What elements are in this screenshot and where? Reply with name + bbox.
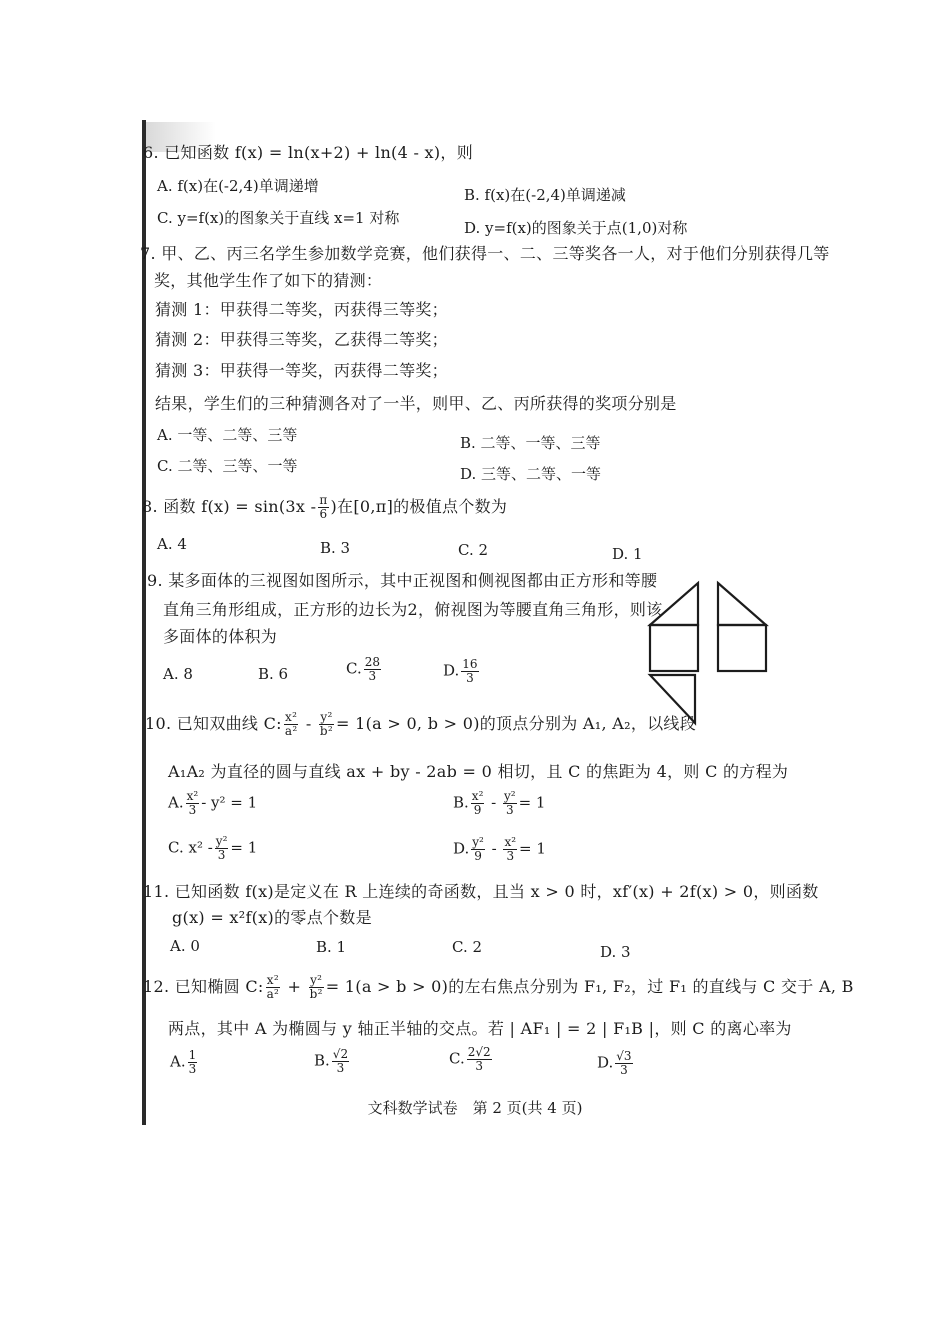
q6-stem: 6. 已知函数 f(x) = ln(x+2) + ln(4 - x)，则 [143, 143, 474, 162]
q9-option-c [346, 656, 383, 683]
q10-option-d-fraction-1 [471, 836, 485, 863]
q10-option-b-denominator-2: 3 [505, 803, 514, 817]
q10-option-b-denominator-1: 9 [473, 803, 482, 817]
q12-stem-line1: 12. 已知椭圆 C: $\frac{\text{x²}}{\text{a²}}$ + $\frac{\text{y²}}{\text{b²}}$ = 1(a > b > 0)的左右焦点分别为 F₁, F₂，过 F₁ 的直线与 C 交于 A, B [143, 973, 854, 1001]
q8-stem-suffix: )在[0,π]的极值点个数为 [330, 497, 508, 516]
q10-option-c-fraction [215, 835, 229, 862]
q8-option-b: B. 3 [320, 539, 351, 557]
q10-option-d: D. $\frac{\text{y²}}{9}$ - $\frac{\text{x²}}{3}$ = 1 [453, 835, 546, 863]
page-footer: 文科数学试卷 第 2 页(共 4 页) [367, 1099, 583, 1117]
q12-option-c-label: C. [449, 1049, 465, 1068]
q11-option-d: D. 3 [600, 943, 631, 961]
side-view-triangle [718, 583, 766, 625]
q10-option-d-numerator-2: x² [504, 835, 517, 849]
q12-option-d-fraction [615, 1050, 632, 1077]
q10-fraction-1 [284, 711, 299, 738]
q10-stem-line2: A₁A₂ 为直径的圆与直线 ax + by - 2ab = 0 相切，且 C 的焦距为 4，则 C 的方程为 [168, 762, 789, 781]
q7-option-a: A. 一等、二等、三等 [157, 426, 298, 444]
q9-option-c-denominator: 3 [368, 669, 377, 683]
q10-option-b-fraction-1 [471, 790, 485, 817]
q10-option-d-label: D. [453, 839, 470, 858]
q11-option-a: A. 0 [170, 937, 200, 955]
q9-option-b: B. 6 [258, 665, 289, 683]
q9-option-d-label: D. [443, 661, 460, 680]
q10-option-d-numerator-1: y² [472, 835, 484, 849]
q10-option-b-numerator-1: x² [471, 789, 484, 803]
q10-option-c [168, 835, 257, 862]
side-view-square [718, 625, 766, 671]
q12-fraction-1-numerator: x² [266, 973, 279, 987]
q10-option-a-numerator: x² [186, 789, 199, 803]
q9-option-d-denominator: 3 [466, 671, 474, 685]
q12-fraction-2-denominator: b² [309, 987, 323, 1001]
q9-option-c-fraction [364, 656, 381, 683]
q12-option-c [449, 1046, 494, 1073]
q9-option-a: A. 8 [163, 665, 193, 683]
q7-option-b: B. 二等、一等、三等 [460, 434, 601, 452]
q12-option-a-numerator: 1 [188, 1048, 197, 1062]
q10-option-a-label: A. [168, 793, 184, 812]
q10-option-d-denominator-2: 3 [506, 849, 515, 863]
q12-option-a-denominator: 3 [188, 1062, 197, 1076]
q10-fraction-1-numerator: x² [285, 710, 298, 724]
q10-fraction-2-denominator: b² [319, 724, 334, 738]
q10-stem-line1: 10. 已知双曲线 C: $\frac{\text{x²}}{\text{a²}}$ - $\frac{\text{y²}}{\text{b²}}$ = 1(a > 0, b > 0)的顶点分别为 A₁, A₂，以线段 [145, 710, 697, 738]
q10-option-b-label: B. [453, 793, 469, 812]
q7-stem-line1: 7. 甲、乙、丙三名学生参加数学竞赛，他们获得一、二、三等奖各一人，对于他们分别获得几等 [140, 244, 830, 263]
q12-option-c-numerator: 2√2 [467, 1045, 491, 1059]
q8-fraction-denominator: 6 [319, 507, 328, 521]
q9-option-c-numerator: 28 [364, 655, 380, 669]
q10-option-a-denominator: 3 [188, 803, 197, 817]
q6-option-d: D. y=f(x)的图象关于点(1,0)对称 [464, 219, 688, 237]
q9-stem-line3: 多面体的体积为 [163, 627, 278, 646]
q10-option-d-suffix: = 1 [519, 839, 546, 858]
q7-guess-2: 猜测 2：甲获得三等奖，乙获得二等奖； [155, 330, 448, 349]
q6-option-b: B. f(x)在(-2,4)单调递减 [464, 186, 626, 204]
q12-option-a-label: A. [170, 1052, 186, 1071]
q11-option-c: C. 2 [452, 938, 483, 956]
q6-option-a: A. f(x)在(-2,4)单调递增 [157, 177, 319, 195]
q10-option-b-fraction-2 [503, 790, 517, 817]
q8-option-a: A. 4 [157, 535, 187, 553]
q12-option-d-label: D. [597, 1053, 614, 1072]
q12-stem-suffix: = 1(a > b > 0)的左右焦点分别为 F₁, F₂，过 F₁ 的直线与 C 交于 A, B [325, 977, 854, 996]
q12-option-d [597, 1050, 635, 1077]
q7-option-d: D. 三等、二等、一等 [460, 465, 602, 483]
q12-option-b-label: B. [314, 1051, 330, 1070]
q12-option-b-numerator: √2 [332, 1047, 349, 1061]
q8-fraction-numerator: π [319, 493, 328, 507]
q9-stem-line1: 9. 某多面体的三视图如图所示，其中正视图和侧视图都由正方形和等腰 [147, 571, 658, 590]
q9-option-d [443, 658, 481, 685]
q7-result: 结果，学生们的三种猜测各对了一半，则甲、乙、丙所获得的奖项分别是 [155, 394, 677, 413]
q8-stem-prefix: 8. 函数 f(x) = sin(3x - [142, 497, 317, 516]
q7-guess-3: 猜测 3：甲获得一等奖，丙获得二等奖； [155, 361, 448, 380]
q10-option-c-denominator: 3 [217, 848, 226, 862]
q10-fraction-2-numerator: y² [320, 710, 333, 724]
q10-stem-suffix: = 1(a > 0, b > 0)的顶点分别为 A₁, A₂，以线段 [336, 714, 697, 733]
q8-option-d: D. 1 [612, 545, 643, 563]
q12-option-b [314, 1048, 351, 1075]
q10-option-a [168, 790, 257, 817]
q6-option-c: C. y=f(x)的图象关于直线 x=1 对称 [157, 209, 400, 227]
q12-option-a [170, 1049, 199, 1076]
q12-option-c-denominator: 3 [475, 1059, 483, 1073]
q10-option-c-numerator: y² [215, 834, 228, 848]
q12-option-d-denominator: 3 [620, 1063, 628, 1077]
q11-option-b: B. 1 [316, 938, 347, 956]
q10-option-b-numerator-2: y² [503, 789, 516, 803]
q10-option-c-label: C. x² - [168, 838, 213, 857]
q9-option-d-numerator: 16 [462, 657, 478, 671]
q7-stem-line2: 奖，其他学生作了如下的猜测： [154, 271, 383, 290]
q12-option-b-denominator: 3 [336, 1061, 345, 1075]
q9-option-c-label: C. [346, 659, 362, 678]
q11-stem-line2: g(x) = x²f(x)的零点个数是 [172, 908, 372, 927]
q10-option-c-suffix: = 1 [230, 838, 258, 857]
q12-fraction-2 [309, 974, 324, 1001]
q12-fraction-2-numerator: y² [310, 973, 323, 987]
q8-stem [142, 494, 507, 521]
q10-option-a-fraction [186, 790, 200, 817]
q10-fraction-1-denominator: a² [284, 724, 298, 738]
q9-stem-line2: 直角三角形组成，正方形的边长为2，俯视图为等腰直角三角形，则该 [163, 600, 663, 619]
q10-option-d-fraction-2 [503, 836, 517, 863]
q10-stem-prefix: 10. 已知双曲线 C: [145, 714, 282, 733]
q10-option-b-suffix: = 1 [518, 793, 546, 812]
q12-option-b-fraction [332, 1048, 349, 1075]
q10-option-d-denominator-1: 9 [474, 849, 482, 863]
q12-option-c-fraction [467, 1046, 492, 1073]
q12-option-d-numerator: √3 [616, 1049, 632, 1063]
q12-fraction-1 [266, 974, 281, 1001]
q12-option-a-fraction [188, 1049, 198, 1076]
q8-fraction [318, 494, 328, 521]
q10-fraction-2 [319, 711, 334, 738]
three-view-figure [640, 575, 775, 730]
front-view-triangle [650, 583, 698, 625]
q7-option-c: C. 二等、三等、一等 [157, 457, 298, 475]
q12-fraction-1-denominator: a² [266, 987, 280, 1001]
q9-option-d-fraction [461, 658, 478, 685]
q11-stem-line1: 11. 已知函数 f(x)是定义在 R 上连续的奇函数，且当 x > 0 时，xf′(x) + 2f(x) > 0，则函数 [143, 882, 819, 901]
q12-stem-prefix: 12. 已知椭圆 C: [143, 977, 264, 996]
front-view-square [650, 625, 698, 671]
q10-option-b: B. $\frac{\text{x²}}{9}$ - $\frac{\text{y²}}{3}$ = 1 [453, 789, 546, 817]
q7-guess-1: 猜测 1：甲获得二等奖，丙获得三等奖； [155, 300, 448, 319]
q10-option-a-suffix: - y² = 1 [201, 793, 258, 812]
q8-option-c: C. 2 [458, 541, 489, 559]
q12-stem-line2: 两点，其中 A 为椭圆与 y 轴正半轴的交点。若 | AF₁ | = 2 | F₁B |，则 C 的离心率为 [168, 1019, 792, 1038]
